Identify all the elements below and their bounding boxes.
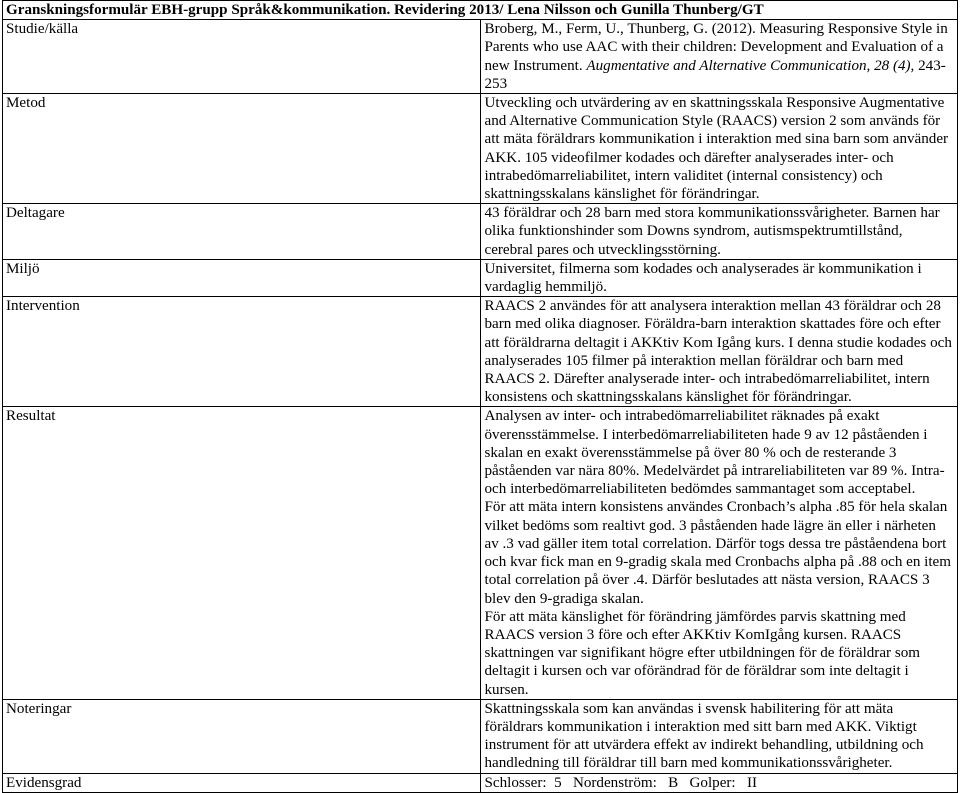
label-resultat: Resultat (3, 407, 481, 699)
value-resultat (480, 407, 958, 699)
label-miljo: Miljö (3, 259, 481, 296)
citation-text: Broberg, M., Ferm, U., Thunberg, G. (2012). Measuring Responsive Style in Parents who use AAC with their children: Development and Evaluation of a new Instrument. (484, 21, 948, 74)
row-intervention (3, 297, 958, 407)
review-form-table (2, 0, 958, 793)
resultat-paragraph-reliability: Analysen av inter- och intrabedömarreliabilitet räknades på exakt överensstämmelse. I interbedömarreliabiliteten hade 9 av 12 påståenden i skalan en exakt överensstämmelse på över 80 % och de resterande 3 påståenden var nära 80%. Medelvärdet på intrareliabiliteten var 89 %. Intra- och interbedömarreliabiliteten bedömdes sammantaget som acceptabel. (484, 408, 945, 498)
value-intervention: RAACS 2 användes för att analysera interaktion mellan 43 föräldrar och 28 barn med olika diagnoser. Föräldra-barn interaktion skattades före och efter att föräldrarna deltagit i AKKtiv Kom Igång kurs. I denna studie kodades och analyserades 105 filmer på interaktion mellan föräldrar och barn med RAACS 2. Därefter analyserade inter- och intrabedömarreliabilitet, intern konsistens och skattningsskalans känslighet för förändringar. (480, 297, 958, 407)
label-deltagare: Deltagare (3, 204, 481, 260)
resultat-paragraph-sensitivity: För att mäta känslighet för förändring jämfördes parvis skattning med RAACS version 3 före och efter AKKtiv KomIgång kursen. RAACS skattningen var signifikant högre efter utbildningen för de föräldrar som deltagit i kursen och var oförändrad för de föräldrar som inte deltagit i kursen. (484, 608, 920, 698)
title-row (3, 1, 958, 20)
row-noteringar (3, 699, 958, 773)
label-noteringar: Noteringar (3, 699, 481, 773)
label-evidensgrad: Evidensgrad (3, 773, 481, 792)
citation-pages: 243-253 (484, 57, 946, 92)
value-miljo: Universitet, filmerna som kodades och analyserades är kommunikation i vardaglig hemmiljö. (480, 259, 958, 296)
form-title: Granskningsformulär EBH-grupp Språk&kommunikation. Revidering 2013/ Lena Nilsson och Gunilla Thunberg/GT (3, 1, 958, 20)
row-evidensgrad (3, 773, 958, 792)
label-intervention: Intervention (3, 297, 481, 407)
value-metod: Utveckling och utvärdering av en skattningsskala Responsive Augmentative and Alternative Communication Style (RAACS) version 2 som används för att mäta föräldrars kommunikation i interaktion med sina barn som använder AKK. 105 videofilmer kodades och därefter analyserades inter- och intrabedömarreliabilitet, intern validitet (internal consistency) och skattningsskalans känslighet för förändringar. (480, 94, 958, 204)
row-miljo (3, 259, 958, 296)
row-deltagare (3, 204, 958, 260)
resultat-paragraph-consistency: För att mäta intern konsistens användes Cronbach’s alpha .85 för hela skalan vilket bedöms som realtivt god. 3 påståenden hade lägre än eller i närheten av .3 vad gäller item total correlation. Därför togs dessa tre påståendena bort och kvar fick man en 9-gradig skala med Cronbachs alpha på .88 och en item total correlation på över .4. Därför beslutades att nästa version, RAACS 3 blev den 9-gradiga skalan. (484, 499, 951, 607)
label-studie-kalla: Studie/källa (3, 20, 481, 94)
row-resultat (3, 407, 958, 699)
value-deltagare: 43 föräldrar och 28 barn med stora kommunikationssvårigheter. Barnen har olika funktionshinder som Downs syndrom, autismspektrumtillstånd, cerebral pares och utvecklingsstörning. (480, 204, 958, 260)
value-evidensgrad: Schlosser: 5 Nordenström: B Golper: II (480, 773, 958, 792)
label-metod: Metod (3, 94, 481, 204)
row-metod (3, 94, 958, 204)
value-studie-kalla (480, 20, 958, 94)
citation-journal: Augmentative and Alternative Communication, 28 (4), (586, 57, 915, 74)
value-noteringar: Skattningsskala som kan användas i svensk habilitering för att mäta föräldrars kommunikation i interaktion med sitt barn med AKK. Viktigt instrument för att utvärdera effekt av indirekt behandling, utbildning och handledning till föräldrar till barn med kommunikationssvårigheter. (480, 699, 958, 773)
row-studie-kalla (3, 20, 958, 94)
